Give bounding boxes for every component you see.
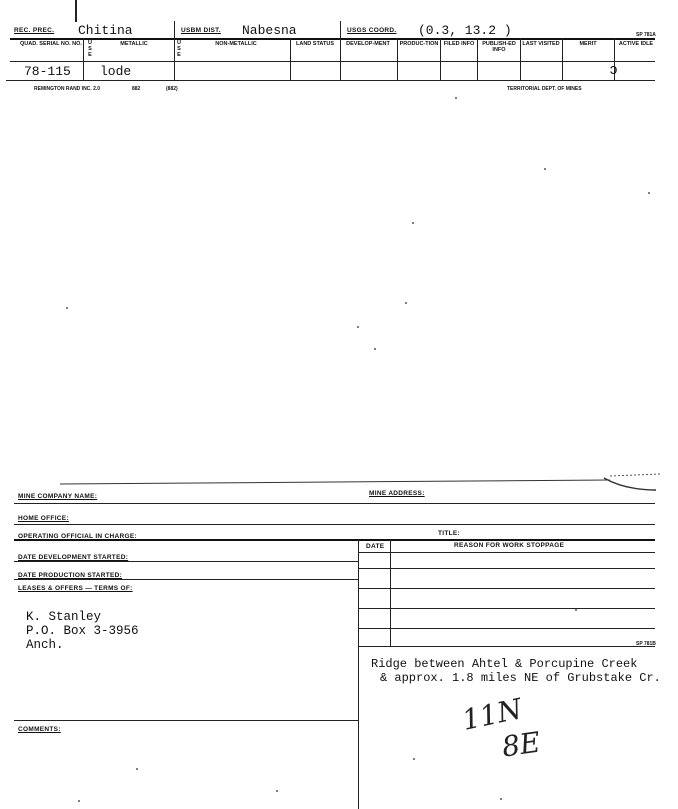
form-code-bottom: SP 781B xyxy=(636,641,656,647)
usbm-dist-value: Nabesna xyxy=(242,23,297,38)
metallic-value: lode xyxy=(100,64,132,79)
printer-number-paren: (882) xyxy=(166,86,178,92)
handwritten-township: 11N xyxy=(459,692,525,737)
rec-prec-label: REC. PREC. xyxy=(14,27,55,34)
mine-address-label: MINE ADDRESS: xyxy=(369,490,425,497)
handwritten-range: 8E xyxy=(499,725,543,764)
printer-mark: REMINGTON RAND INC. 2.0 xyxy=(34,86,101,92)
use-header-2: U S E xyxy=(177,40,181,58)
owner-city: Anch. xyxy=(26,638,64,652)
filed-info-header: FILED INFO xyxy=(443,41,475,47)
usgs-coord-value: (0.3, 13.2 ) xyxy=(418,23,512,38)
location-line-1: Ridge between Ahtel & Porcupine Creek xyxy=(371,657,638,671)
location-line-2: & approx. 1.8 miles NE of Grubstake Cr. xyxy=(380,671,661,685)
metallic-header: METALLIC xyxy=(120,41,148,47)
active-mark: ↄ xyxy=(609,62,619,79)
department-name: TERRITORIAL DEPT. OF MINES xyxy=(507,86,582,92)
form-code-top: SP 781A xyxy=(636,32,656,38)
production-header: PRODUC-TION xyxy=(399,41,439,47)
comments-label: COMMENTS: xyxy=(18,726,61,733)
usgs-coord-label: USGS COORD. xyxy=(347,27,397,34)
owner-name: K. Stanley xyxy=(26,610,102,624)
printer-number: 882 xyxy=(132,86,141,92)
date-development-label: DATE DEVELOPMENT STARTED: xyxy=(18,554,129,561)
last-visited-header: LAST VISITED xyxy=(522,41,560,47)
date-column-label: DATE xyxy=(366,543,385,550)
card-edge-lines xyxy=(0,468,678,498)
leases-offers-label: LEASES & OFFERS — TERMS OF: xyxy=(18,585,133,592)
reason-column-label: REASON FOR WORK STOPPAGE xyxy=(454,542,565,549)
card-tab-mark xyxy=(75,0,77,22)
development-header: DEVELOP-MENT xyxy=(346,41,390,47)
rec-prec-value: Chitina xyxy=(78,23,133,38)
published-info-header: PUBLISH-ED INFO xyxy=(482,41,516,53)
date-production-label: DATE PRODUCTION STARTED: xyxy=(18,572,123,579)
usbm-dist-label: USBM DIST. xyxy=(181,27,221,34)
operating-official-label: OPERATING OFFICIAL IN CHARGE: xyxy=(18,533,137,540)
use-header-1: U S E xyxy=(88,40,92,58)
land-status-header: LAND STATUS xyxy=(296,41,334,47)
title-label: TITLE: xyxy=(438,530,461,537)
home-office-label: HOME OFFICE: xyxy=(18,515,69,522)
quad-serial-header: QUAD. SERIAL NO. NO. xyxy=(20,41,82,47)
active-idle-header: ACTIVE IDLE xyxy=(618,41,654,47)
owner-address: P.O. Box 3-3956 xyxy=(26,624,139,638)
serial-number-value: 78-115 xyxy=(24,64,71,79)
mine-company-label: MINE COMPANY NAME: xyxy=(18,493,98,500)
merit-header: MERIT xyxy=(579,41,597,47)
non-metallic-header: NON-METALLIC xyxy=(215,41,257,47)
